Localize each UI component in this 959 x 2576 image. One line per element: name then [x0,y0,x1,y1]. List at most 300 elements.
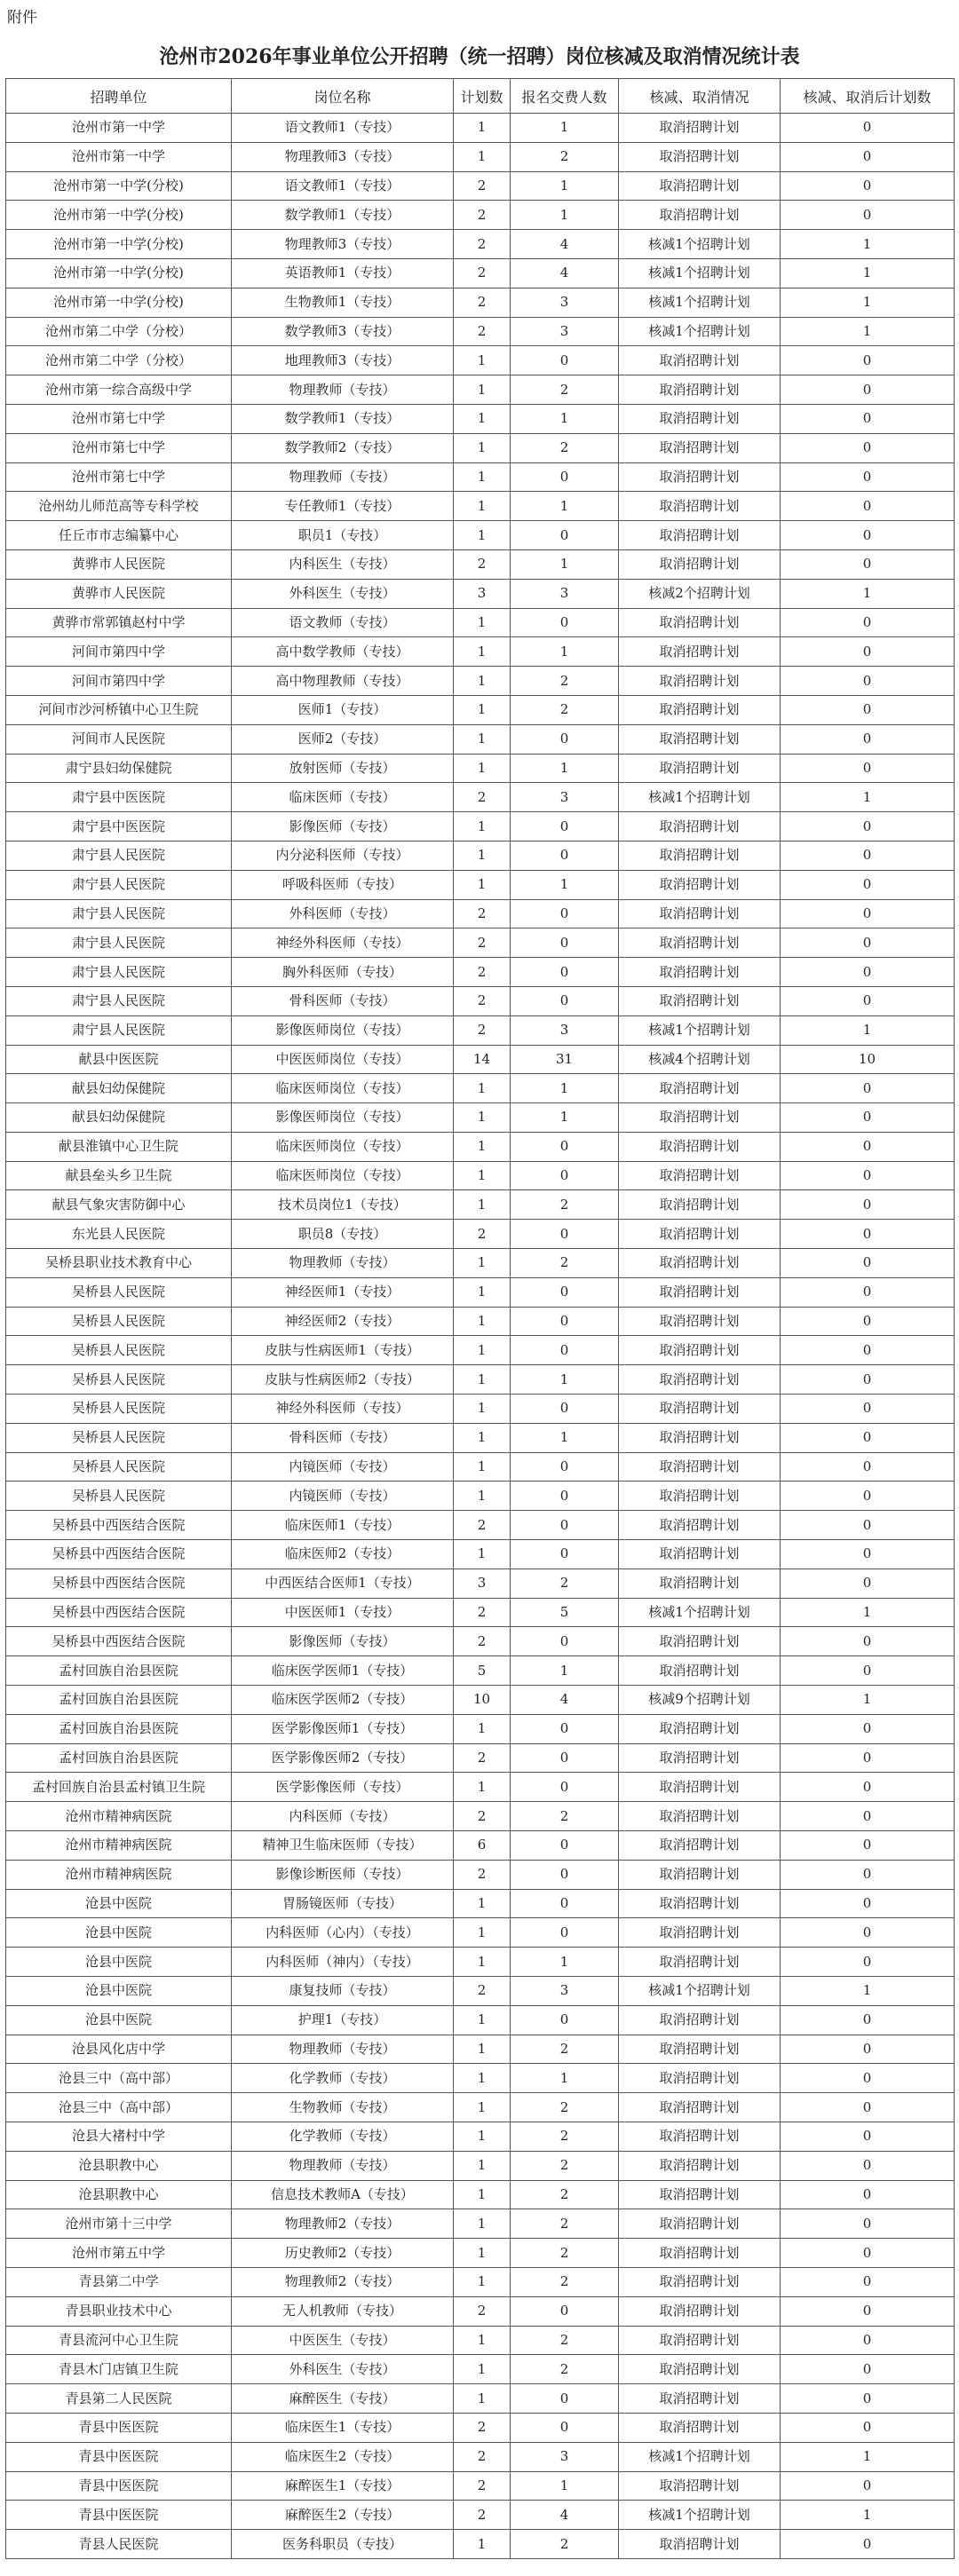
cell-remaining: 0 [781,1132,955,1161]
cell-unit: 沧州市第七中学 [6,433,232,462]
cell-remaining: 0 [781,812,955,842]
cell-unit: 献县垒头乡卫生院 [6,1161,232,1190]
cell-unit: 孟村回族自治县医院 [6,1686,232,1715]
cell-plan-count: 1 [454,2267,511,2296]
cell-remaining: 1 [781,1598,955,1627]
table-row [6,1889,955,1918]
cell-plan-count: 6 [454,1831,511,1861]
table-row [6,114,955,143]
cell-position: 内科医师（神内）（专技） [232,1948,454,1977]
cell-plan-count: 2 [454,1015,511,1045]
cell-position: 信息技术教师A（专技） [232,2180,454,2209]
cell-unit: 孟村回族自治县医院 [6,1656,232,1686]
cell-status: 取消招聘计划 [619,841,781,870]
cell-position: 临床医师岗位（专技） [232,1074,454,1103]
table-row [6,2005,955,2035]
cell-status: 取消招聘计划 [619,2180,781,2209]
cell-plan-count: 1 [454,2384,511,2414]
cell-applicants: 4 [511,230,619,259]
cell-position: 高中数学教师（专技） [232,637,454,667]
cell-remaining: 0 [781,1714,955,1743]
cell-position: 职员1（专技） [232,521,454,550]
cell-remaining: 0 [781,2384,955,2414]
cell-position: 神经医师2（专技） [232,1307,454,1336]
table-row [6,1015,955,1045]
cell-remaining: 0 [781,114,955,143]
cell-position: 影像医师岗位（专技） [232,1103,454,1133]
cell-position: 化学教师（专技） [232,2064,454,2093]
cell-position: 中医医生（专技） [232,2326,454,2355]
cell-unit: 肃宁县人民医院 [6,899,232,928]
cell-remaining: 0 [781,1336,955,1365]
cell-status: 取消招聘计划 [619,142,781,171]
table-row [6,1831,955,1861]
cell-remaining: 0 [781,1511,955,1540]
cell-plan-count: 1 [454,114,511,143]
cell-position: 神经外科医师（专技） [232,928,454,958]
cell-applicants: 0 [511,1860,619,1889]
cell-applicants: 2 [511,2122,619,2151]
table-row [6,2326,955,2355]
cell-applicants: 0 [511,1277,619,1307]
table-row [6,1656,955,1686]
cell-status: 取消招聘计划 [619,201,781,230]
cell-plan-count: 2 [454,230,511,259]
cell-plan-count: 1 [454,142,511,171]
cell-status: 取消招聘计划 [619,114,781,143]
cell-remaining: 0 [781,2239,955,2268]
cell-unit: 吴桥县人民医院 [6,1336,232,1365]
cell-status: 核减1个招聘计划 [619,1015,781,1045]
cell-status: 取消招聘计划 [619,2530,781,2559]
cell-plan-count: 1 [454,2035,511,2064]
cell-plan-count: 1 [454,1540,511,1569]
cell-unit: 沧县三中（高中部） [6,2064,232,2093]
cell-unit: 沧县中医院 [6,1889,232,1918]
cell-applicants: 2 [511,2530,619,2559]
cell-status: 取消招聘计划 [619,986,781,1015]
cell-status: 取消招聘计划 [619,2384,781,2414]
cell-remaining: 0 [781,1103,955,1133]
cell-unit: 沧县职教中心 [6,2180,232,2209]
cell-status: 取消招聘计划 [619,2209,781,2239]
table-row [6,2180,955,2209]
cell-remaining: 1 [781,230,955,259]
table-row [6,1161,955,1190]
cell-position: 胸外科医师（专技） [232,958,454,987]
cell-unit: 孟村回族自治县医院 [6,1743,232,1773]
cell-position: 影像医师岗位（专技） [232,1015,454,1045]
cell-status: 取消招聘计划 [619,171,781,201]
cell-applicants: 0 [511,1511,619,1540]
cell-remaining: 1 [781,1977,955,2006]
cell-position: 康复技师（专技） [232,1977,454,2006]
cell-applicants: 1 [511,201,619,230]
cell-unit: 肃宁县人民医院 [6,870,232,899]
cell-applicants: 0 [511,1918,619,1948]
table-row [6,841,955,870]
cell-unit: 青县人民医院 [6,2530,232,2559]
cell-unit: 肃宁县人民医院 [6,1015,232,1045]
cell-applicants: 0 [511,986,619,1015]
cell-unit: 沧县中医院 [6,2005,232,2035]
cell-status: 取消招聘计划 [619,2093,781,2122]
cell-status: 核减1个招聘计划 [619,317,781,346]
cell-unit: 沧州市第七中学 [6,404,232,433]
cell-plan-count: 1 [454,1277,511,1307]
cell-applicants: 2 [511,1802,619,1831]
cell-status: 取消招聘计划 [619,1743,781,1773]
cell-unit: 沧州市第一中学(分校) [6,288,232,317]
table-row [6,288,955,317]
cell-unit: 吴桥县中西医结合医院 [6,1627,232,1656]
cell-remaining: 0 [781,1627,955,1656]
cell-position: 中医医师1（专技） [232,1598,454,1627]
cell-remaining: 1 [781,288,955,317]
cell-plan-count: 1 [454,2326,511,2355]
cell-status: 取消招聘计划 [619,346,781,375]
cell-unit: 沧县三中（高中部） [6,2093,232,2122]
cell-position: 物理教师2（专技） [232,2209,454,2239]
cell-unit: 沧州市第一中学 [6,114,232,143]
cell-position: 数学教师3（专技） [232,317,454,346]
cell-applicants: 0 [511,1743,619,1773]
cell-plan-count: 1 [454,1395,511,1424]
cell-status: 取消招聘计划 [619,1423,781,1452]
table-row [6,1103,955,1133]
cell-position: 放射医师（专技） [232,754,454,783]
cell-position: 骨科医师（专技） [232,986,454,1015]
cell-applicants: 1 [511,870,619,899]
table-row [6,1132,955,1161]
cell-remaining: 0 [781,986,955,1015]
cell-remaining: 0 [781,899,955,928]
cell-applicants: 4 [511,258,619,288]
table-row [6,404,955,433]
cell-applicants: 0 [511,1161,619,1190]
cell-applicants: 4 [511,1686,619,1715]
cell-applicants: 0 [511,2384,619,2414]
cell-applicants: 0 [511,928,619,958]
table-row [6,637,955,667]
cell-plan-count: 2 [454,1220,511,1249]
cell-position: 内科医生（专技） [232,549,454,579]
table-row [6,1336,955,1365]
cell-position: 临床医师岗位（专技） [232,1161,454,1190]
cell-plan-count: 2 [454,928,511,958]
cell-status: 取消招聘计划 [619,375,781,405]
header-position: 岗位名称 [232,79,454,114]
cell-status: 取消招聘计划 [619,2471,781,2501]
cell-unit: 河间市人民医院 [6,724,232,754]
cell-remaining: 1 [781,317,955,346]
table-row [6,2296,955,2326]
cell-position: 麻醉医生1（专技） [232,2471,454,2501]
cell-plan-count: 1 [454,1365,511,1395]
cell-unit: 孟村回族自治县医院 [6,1714,232,1743]
cell-unit: 青县第二人民医院 [6,2384,232,2414]
cell-plan-count: 2 [454,2296,511,2326]
table-row [6,1627,955,1656]
cell-plan-count: 1 [454,2005,511,2035]
cell-status: 取消招聘计划 [619,462,781,492]
table-row [6,549,955,579]
cell-plan-count: 1 [454,1161,511,1190]
cell-position: 胃肠镜医师（专技） [232,1889,454,1918]
cell-remaining: 0 [781,1889,955,1918]
cell-position: 内镜医师（专技） [232,1452,454,1482]
cell-status: 取消招聘计划 [619,1220,781,1249]
cell-plan-count: 1 [454,1918,511,1948]
cell-plan-count: 14 [454,1045,511,1074]
cell-applicants: 2 [511,2326,619,2355]
cell-status: 取消招聘计划 [619,1656,781,1686]
table-row [6,986,955,1015]
cell-applicants: 1 [511,549,619,579]
cell-applicants: 0 [511,1452,619,1482]
cell-unit: 沧州市第五中学 [6,2239,232,2268]
cell-remaining: 0 [781,142,955,171]
table-row [6,724,955,754]
cell-position: 影像医师（专技） [232,1627,454,1656]
cell-position: 临床医生1（专技） [232,2413,454,2442]
cell-remaining: 0 [781,958,955,987]
cell-position: 医学影像医师（专技） [232,1773,454,1802]
cell-unit: 吴桥县人民医院 [6,1395,232,1424]
cell-applicants: 2 [511,142,619,171]
cell-applicants: 2 [511,1249,619,1278]
cell-status: 核减1个招聘计划 [619,230,781,259]
cell-status: 取消招聘计划 [619,1860,781,1889]
cell-unit: 沧州市精神病医院 [6,1860,232,1889]
cell-plan-count: 1 [454,1452,511,1482]
cell-unit: 沧州市第一中学(分校) [6,171,232,201]
cell-unit: 青县中医医院 [6,2471,232,2501]
cell-status: 取消招聘计划 [619,1336,781,1365]
cell-status: 取消招聘计划 [619,1452,781,1482]
cell-unit: 青县中医医院 [6,2442,232,2471]
cell-remaining: 0 [781,2413,955,2442]
cell-plan-count: 1 [454,2151,511,2180]
cell-position: 技术员岗位1（专技） [232,1190,454,1220]
cell-unit: 献县气象灾害防御中心 [6,1190,232,1220]
cell-applicants: 1 [511,1423,619,1452]
cell-remaining: 0 [781,2530,955,2559]
cell-position: 无人机教师（专技） [232,2296,454,2326]
cell-position: 物理教师（专技） [232,462,454,492]
cell-unit: 沧县大褚村中学 [6,2122,232,2151]
cell-applicants: 3 [511,1015,619,1045]
table-row [6,667,955,696]
table-row [6,928,955,958]
cell-applicants: 2 [511,2151,619,2180]
cell-remaining: 0 [781,171,955,201]
cell-status: 取消招聘计划 [619,2005,781,2035]
statistics-table [5,78,955,2559]
cell-applicants: 3 [511,1977,619,2006]
cell-position: 护理1（专技） [232,2005,454,2035]
cell-position: 神经医师1（专技） [232,1277,454,1307]
cell-remaining: 0 [781,2093,955,2122]
cell-remaining: 0 [781,2326,955,2355]
cell-applicants: 1 [511,404,619,433]
cell-unit: 东光县人民医院 [6,1220,232,1249]
table-row [6,201,955,230]
cell-plan-count: 2 [454,258,511,288]
table-row [6,1686,955,1715]
cell-unit: 肃宁县人民医院 [6,841,232,870]
cell-plan-count: 2 [454,288,511,317]
cell-unit: 任丘市市志编纂中心 [6,521,232,550]
cell-plan-count: 1 [454,1773,511,1802]
cell-plan-count: 2 [454,1802,511,1831]
cell-position: 物理教师（专技） [232,2035,454,2064]
cell-position: 地理教师3（专技） [232,346,454,375]
cell-applicants: 2 [511,667,619,696]
cell-plan-count: 1 [454,375,511,405]
table-row [6,812,955,842]
cell-remaining: 0 [781,637,955,667]
cell-remaining: 0 [781,201,955,230]
cell-position: 中医医师岗位（专技） [232,1045,454,1074]
cell-remaining: 0 [781,549,955,579]
cell-remaining: 1 [781,783,955,812]
cell-remaining: 0 [781,433,955,462]
cell-applicants: 0 [511,1714,619,1743]
cell-applicants: 2 [511,2035,619,2064]
cell-unit: 沧州市第一中学(分校) [6,230,232,259]
table-row [6,695,955,724]
cell-unit: 献县淮镇中心卫生院 [6,1132,232,1161]
cell-plan-count: 1 [454,608,511,637]
cell-plan-count: 1 [454,346,511,375]
cell-plan-count: 2 [454,783,511,812]
cell-position: 临床医生2（专技） [232,2442,454,2471]
cell-applicants: 0 [511,1336,619,1365]
cell-plan-count: 1 [454,2180,511,2209]
cell-applicants: 1 [511,754,619,783]
cell-position: 外科医生（专技） [232,579,454,608]
cell-status: 取消招聘计划 [619,2267,781,2296]
cell-position: 临床医师1（专技） [232,1511,454,1540]
cell-status: 取消招聘计划 [619,695,781,724]
cell-remaining: 0 [781,1220,955,1249]
table-row [6,2239,955,2268]
cell-applicants: 0 [511,899,619,928]
cell-remaining: 0 [781,2035,955,2064]
cell-position: 精神卫生临床医师（专技） [232,1831,454,1861]
table-row [6,1365,955,1395]
cell-unit: 沧州市第二中学（分校） [6,346,232,375]
cell-unit: 肃宁县中医医院 [6,783,232,812]
cell-applicants: 0 [511,1482,619,1511]
cell-plan-count: 2 [454,899,511,928]
table-header-row [6,79,955,114]
cell-plan-count: 1 [454,492,511,521]
cell-plan-count: 1 [454,1889,511,1918]
cell-unit: 青县流河中心卫生院 [6,2326,232,2355]
header-unit: 招聘单位 [6,79,232,114]
cell-status: 取消招聘计划 [619,2355,781,2384]
cell-plan-count: 1 [454,2093,511,2122]
cell-remaining: 0 [781,1802,955,1831]
cell-applicants: 3 [511,579,619,608]
cell-plan-count: 1 [454,637,511,667]
cell-applicants: 0 [511,521,619,550]
table-row [6,1220,955,1249]
cell-applicants: 0 [511,724,619,754]
cell-remaining: 0 [781,724,955,754]
table-row [6,1977,955,2006]
cell-remaining: 1 [781,579,955,608]
cell-applicants: 0 [511,1540,619,1569]
cell-remaining: 0 [781,2005,955,2035]
cell-remaining: 0 [781,754,955,783]
cell-plan-count: 1 [454,1423,511,1452]
cell-status: 取消招聘计划 [619,1249,781,1278]
table-row [6,1395,955,1424]
cell-plan-count: 2 [454,1598,511,1627]
cell-status: 取消招聘计划 [619,1511,781,1540]
cell-status: 取消招聘计划 [619,1103,781,1133]
cell-status: 取消招聘计划 [619,2239,781,2268]
header-applicants: 报名交费人数 [511,79,619,114]
cell-status: 核减1个招聘计划 [619,258,781,288]
cell-status: 取消招聘计划 [619,1277,781,1307]
cell-plan-count: 2 [454,958,511,987]
cell-applicants: 0 [511,958,619,987]
cell-plan-count: 1 [454,433,511,462]
cell-position: 骨科医师（专技） [232,1423,454,1452]
cell-status: 取消招聘计划 [619,2035,781,2064]
table-row [6,2355,955,2384]
cell-status: 取消招聘计划 [619,724,781,754]
cell-applicants: 0 [511,462,619,492]
table-row [6,1423,955,1452]
table-row [6,1773,955,1802]
cell-remaining: 0 [781,404,955,433]
cell-remaining: 0 [781,1161,955,1190]
cell-applicants: 2 [511,1190,619,1220]
cell-status: 取消招聘计划 [619,549,781,579]
cell-remaining: 0 [781,1452,955,1482]
cell-status: 取消招聘计划 [619,1918,781,1948]
cell-position: 内镜医师（专技） [232,1482,454,1511]
cell-status: 取消招聘计划 [619,812,781,842]
cell-remaining: 0 [781,1773,955,1802]
cell-plan-count: 1 [454,1103,511,1133]
cell-plan-count: 2 [454,317,511,346]
cell-remaining: 0 [781,1743,955,1773]
cell-position: 临床医师（专技） [232,783,454,812]
cell-unit: 黄骅市人民医院 [6,579,232,608]
cell-unit: 献县妇幼保健院 [6,1103,232,1133]
cell-remaining: 1 [781,2501,955,2530]
cell-plan-count: 1 [454,1482,511,1511]
cell-applicants: 3 [511,2442,619,2471]
cell-plan-count: 1 [454,404,511,433]
cell-plan-count: 2 [454,2442,511,2471]
cell-plan-count: 1 [454,667,511,696]
cell-unit: 黄骅市人民医院 [6,549,232,579]
cell-position: 医师2（专技） [232,724,454,754]
table-row [6,1598,955,1627]
cell-plan-count: 1 [454,1307,511,1336]
cell-unit: 青县木门店镇卫生院 [6,2355,232,2384]
cell-applicants: 0 [511,346,619,375]
cell-applicants: 0 [511,841,619,870]
cell-remaining: 1 [781,258,955,288]
